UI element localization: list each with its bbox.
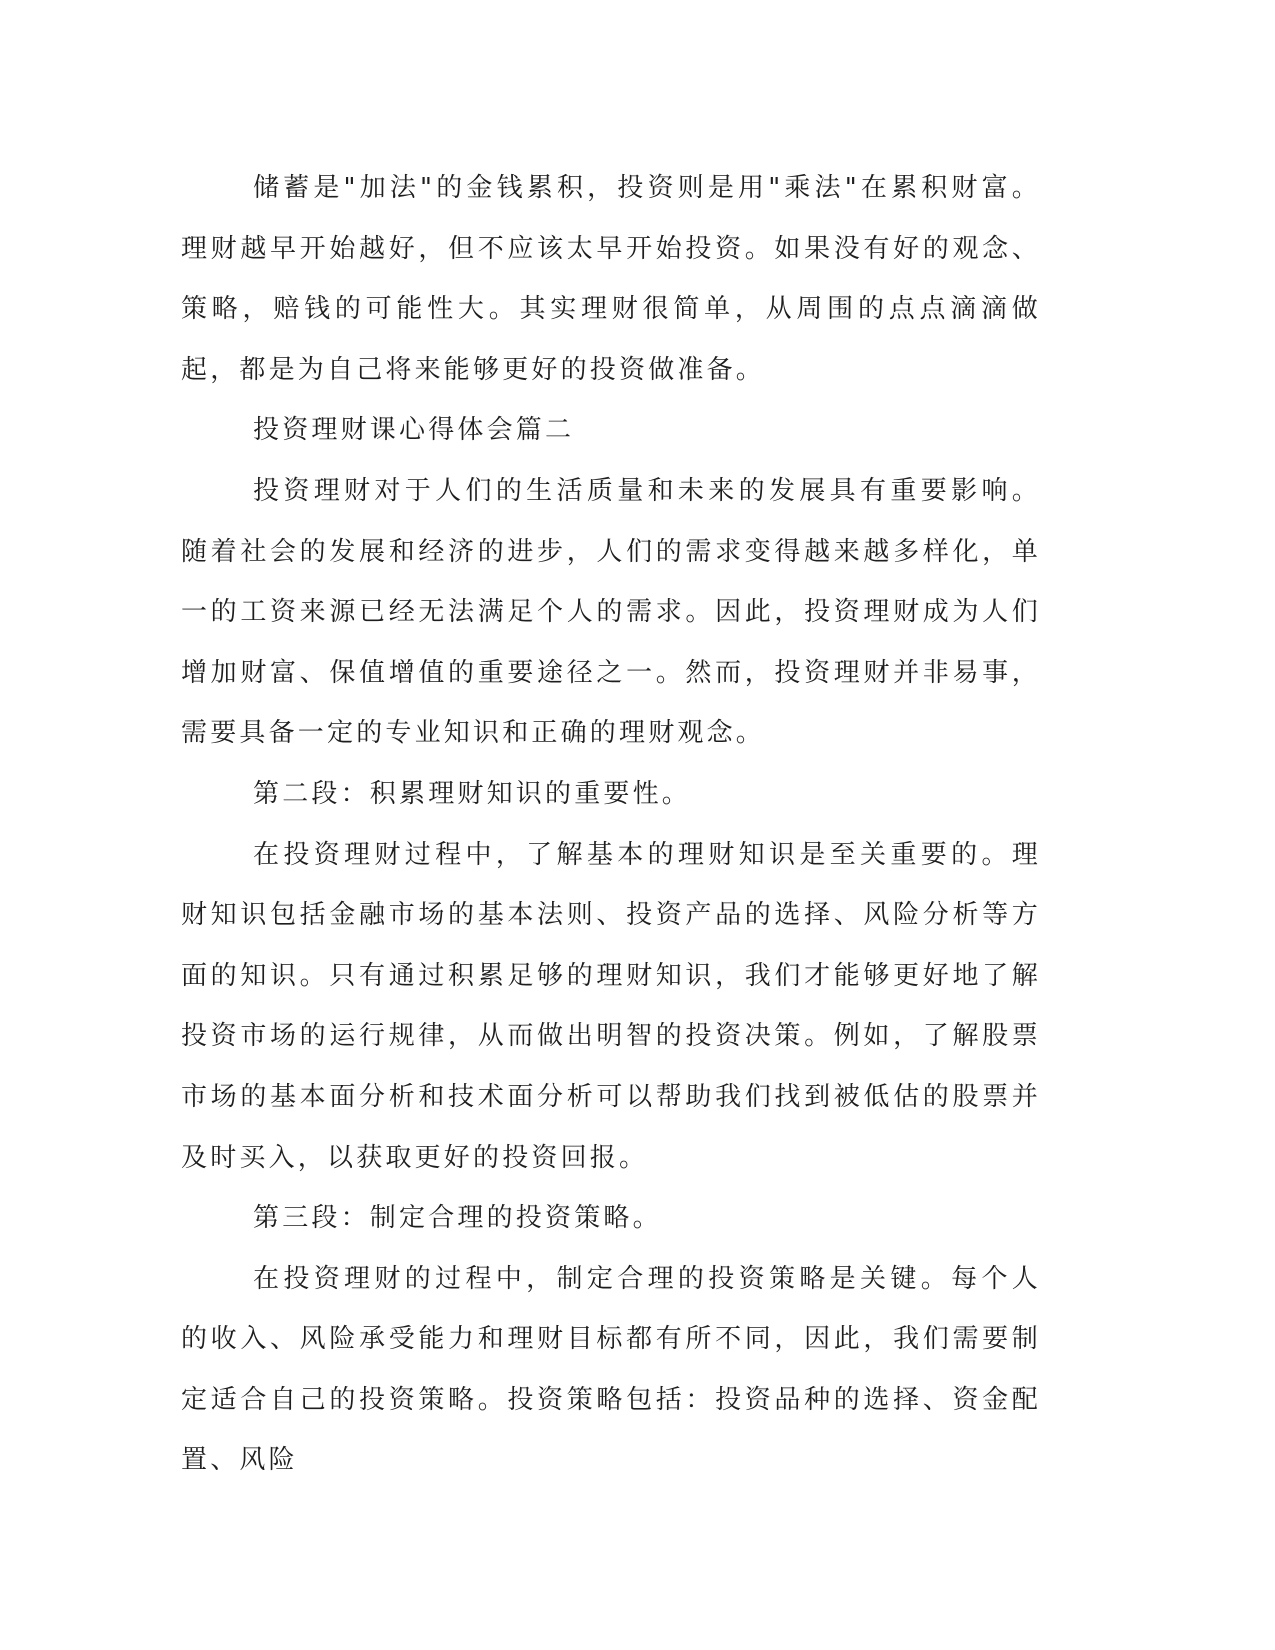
paragraph-savings-vs-investing: 储蓄是"加法"的金钱累积，投资则是用"乘法"在累积财富。理财越早开始越好，但不应该太早开始投资。如果没有好的观念、策略，赔钱的可能性大。其实理财很简单，从周围的点点滴滴做起，都是为自己将来能够更好的投资做准备。 bbox=[181, 173, 1041, 385]
section-heading-part-two: 投资理财课心得体会篇二 bbox=[253, 415, 575, 446]
document-body bbox=[181, 158, 1041, 1491]
section-heading-third-segment: 第三段：制定合理的投资策略。 bbox=[253, 1203, 662, 1234]
paragraph-financial-knowledge: 在投资理财过程中，了解基本的理财知识是至关重要的。理财知识包括金融市场的基本法则、投资产品的选择、风险分析等方面的知识。只有通过积累足够的理财知识，我们才能够更好地了解投资市场的运行规律，从而做出明智的投资决策。例如，了解股票市场的基本面分析和技术面分析可以帮助我们找到被低估的股票并及时买入，以获取更好的投资回报。 bbox=[181, 839, 1041, 1173]
paragraph-intro-investment: 投资理财对于人们的生活质量和未来的发展具有重要影响。随着社会的发展和经济的进步，人们的需求变得越来越多样化，单一的工资来源已经无法满足个人的需求。因此，投资理财成为人们增加财富、保值增值的重要途径之一。然而，投资理财并非易事，需要具备一定的专业知识和正确的理财观念。 bbox=[181, 475, 1041, 749]
section-heading-second-segment: 第二段：积累理财知识的重要性。 bbox=[253, 778, 692, 809]
paragraph-investment-strategy: 在投资理财的过程中，制定合理的投资策略是关键。每个人的收入、风险承受能力和理财目标都有所不同，因此，我们需要制定适合自己的投资策略。投资策略包括：投资品种的选择、资金配置、风险 bbox=[181, 1263, 1041, 1476]
